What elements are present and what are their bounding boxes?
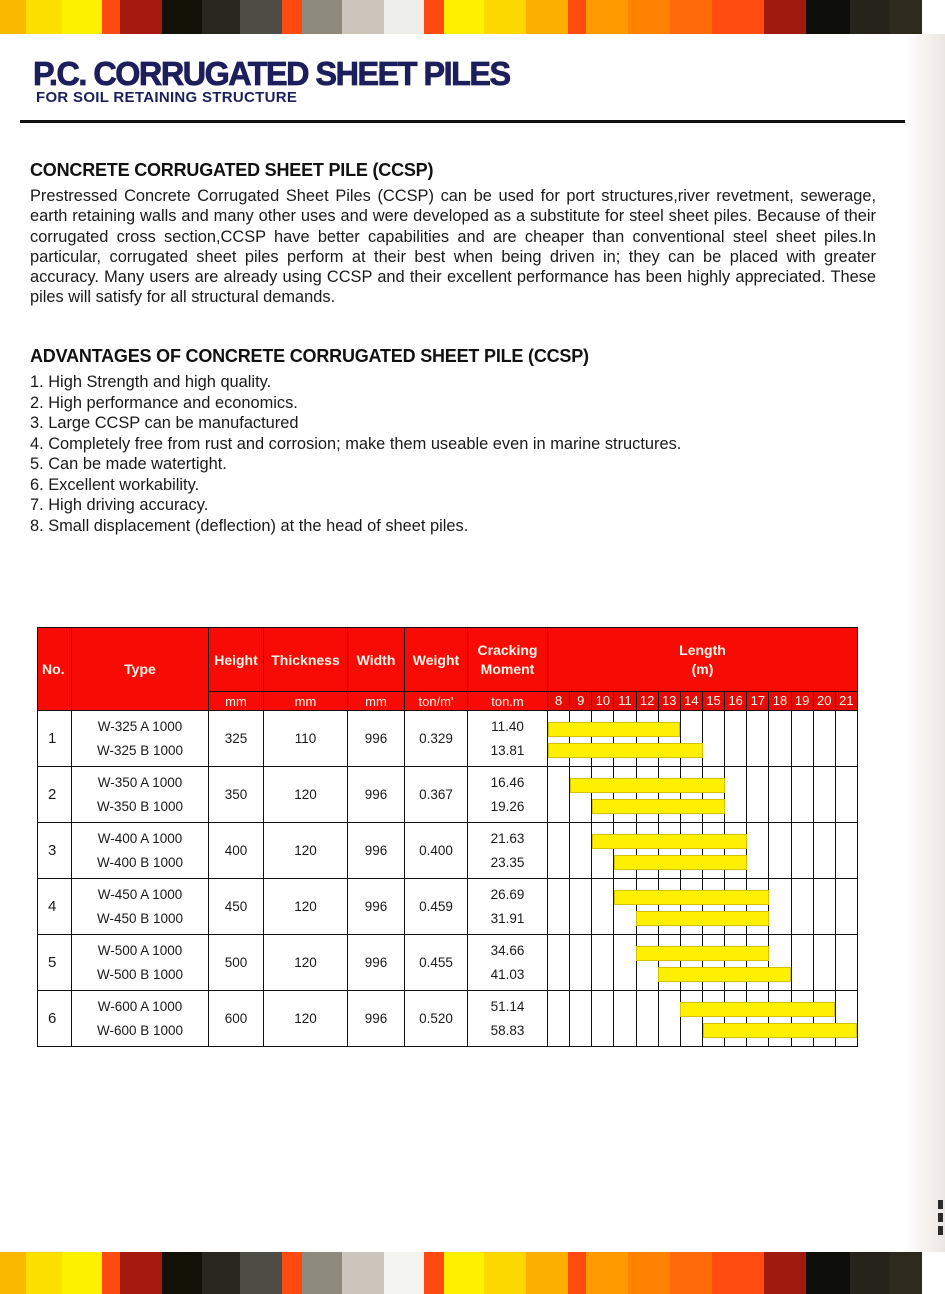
type-b: W-450 B 1000 [96, 911, 184, 926]
stripe-swatch [526, 1252, 568, 1294]
list-item: 1. High Strength and high quality. [30, 373, 272, 391]
col-header-height: Height [209, 628, 264, 692]
length-bar-b [548, 743, 703, 758]
length-bar-b [592, 799, 724, 814]
stripe-swatch [484, 1252, 526, 1294]
length-tick: 19 [792, 692, 814, 710]
page-fold-shadow [905, 34, 945, 1252]
length-bar-b [703, 1023, 858, 1038]
stripe-swatch [424, 1252, 444, 1294]
length-tick: 15 [703, 692, 725, 710]
row-height: 325 [209, 711, 264, 767]
row-type [72, 879, 209, 935]
moment-a: 11.40 [491, 719, 524, 734]
stripe-swatch [586, 0, 628, 34]
stripe-swatch [484, 0, 526, 34]
length-tick: 8 [548, 692, 570, 710]
stripe-swatch [202, 0, 240, 34]
row-width: 996 [348, 935, 405, 991]
length-tick: 21 [839, 693, 854, 708]
length-scale [548, 692, 858, 711]
stripe-swatch [890, 1252, 922, 1294]
moment-label: Moment [480, 661, 535, 677]
row-cracking-moment [468, 711, 548, 767]
length-bar-b [658, 967, 790, 982]
stripe-swatch [0, 0, 26, 34]
type-a: W-500 A 1000 [97, 943, 183, 958]
stripe-swatch [120, 1252, 162, 1294]
stripe-swatch [26, 1252, 62, 1294]
moment-a: 26.69 [490, 887, 525, 902]
row-cracking-moment [468, 767, 548, 823]
type-a: W-400 A 1000 [97, 831, 183, 846]
row-height: 600 [209, 991, 264, 1047]
type-a: W-325 A 1000 [97, 719, 183, 734]
row-width: 996 [348, 991, 405, 1047]
col-header-thickness: Thickness [264, 628, 348, 692]
row-thickness: 110 [264, 711, 348, 767]
col-header-no: No. [38, 628, 72, 711]
stripe-swatch [102, 0, 120, 34]
top-color-stripe [0, 0, 945, 34]
stripe-swatch [764, 0, 806, 34]
list-item: 3. Large CCSP can be manufactured [30, 414, 299, 432]
stripe-swatch [102, 1252, 120, 1294]
row-weight: 0.455 [405, 935, 468, 991]
unit-width: mm [348, 692, 405, 711]
page-edge-mark [938, 1200, 943, 1240]
row-thickness: 120 [264, 991, 348, 1047]
stripe-swatch [162, 0, 202, 34]
length-bar-a [614, 890, 769, 905]
spec-table [37, 627, 858, 1047]
row-type [72, 935, 209, 991]
moment-a: 16.46 [490, 775, 525, 790]
type-b: W-325 B 1000 [96, 743, 184, 758]
stripe-swatch [670, 0, 712, 34]
row-cracking-moment [468, 823, 548, 879]
length-unit-label: (m) [691, 661, 714, 677]
list-item: 2. High performance and economics. [30, 393, 298, 412]
row-type [72, 767, 209, 823]
row-weight: 0.367 [405, 767, 468, 823]
row-weight: 0.329 [405, 711, 468, 767]
stripe-swatch [670, 1252, 712, 1294]
stripe-swatch [890, 0, 922, 34]
type-a: W-600 A 1000 [97, 999, 183, 1014]
row-number: 1 [38, 711, 72, 767]
length-bar-a [680, 1002, 835, 1017]
length-tick: 17 [747, 692, 769, 710]
row-width: 996 [348, 879, 405, 935]
table-header-row [38, 628, 858, 692]
advantages-list [30, 372, 681, 536]
table-row [38, 991, 858, 1047]
table-row [38, 767, 858, 823]
length-tick: 9 [570, 692, 592, 710]
col-header-length [548, 628, 858, 692]
row-type [72, 823, 209, 879]
stripe-swatch [764, 1252, 806, 1294]
moment-b: 41.03 [490, 967, 525, 982]
length-tick: 16 [725, 692, 747, 710]
stripe-swatch [282, 1252, 302, 1294]
section-heading-ccsp: CONCRETE CORRUGATED SHEET PILE (CCSP) [30, 160, 434, 180]
stripe-swatch [424, 0, 444, 34]
col-header-type: Type [72, 628, 209, 711]
type-b: W-500 B 1000 [96, 967, 184, 982]
row-thickness: 120 [264, 767, 348, 823]
row-width: 996 [348, 711, 405, 767]
length-tick: 18 [769, 692, 791, 710]
row-length-range [548, 767, 858, 823]
stripe-swatch [712, 0, 764, 34]
list-item: 6. Excellent workability. [30, 475, 200, 494]
type-b: W-600 B 1000 [96, 1023, 184, 1038]
stripe-swatch [850, 1252, 890, 1294]
stripe-swatch [302, 0, 342, 34]
moment-a: 51.14 [490, 999, 525, 1014]
intro-paragraph: Prestressed Concrete Corrugated Sheet Piles (CCSP) can be used for port structures,river revetment, sewerage, earth retaining walls and many other uses and were developed as a substitute for steel sheet piles. Because of their corrugated cross section,CCSP have better capabilities and are cheaper than conventional steel sheet piles.In particular, corrugated sheet piles perform at their best when being driven in; they can be placed with greater accuracy. Many users are already using CCSP and their excellent performance has been highly appreciated. These piles will satisfy for all structural demands. [30, 187, 876, 307]
row-type [72, 711, 209, 767]
length-tick: 12 [637, 692, 659, 710]
list-item: 8. Small displacement (deflection) at the head of sheet piles. [30, 516, 469, 535]
stripe-swatch [342, 0, 384, 34]
moment-a: 21.63 [490, 831, 525, 846]
stripe-swatch [628, 0, 670, 34]
length-tick: 11 [614, 692, 636, 710]
length-tick: 13 [659, 692, 681, 710]
row-weight: 0.520 [405, 991, 468, 1047]
row-length-range [548, 711, 858, 767]
row-length-range [548, 823, 858, 879]
header-divider [20, 120, 905, 123]
stripe-swatch [568, 1252, 586, 1294]
stripe-swatch [162, 1252, 202, 1294]
unit-thickness: mm [264, 692, 348, 711]
stripe-swatch [240, 0, 282, 34]
unit-weight: ton/m' [405, 692, 468, 711]
stripe-swatch [384, 1252, 424, 1294]
stripe-swatch [282, 0, 302, 34]
stripe-swatch [586, 1252, 628, 1294]
stripe-swatch [62, 0, 102, 34]
stripe-swatch [302, 1252, 342, 1294]
stripe-swatch [806, 0, 850, 34]
length-bar-b [614, 855, 746, 870]
type-b: W-400 B 1000 [96, 855, 184, 870]
moment-b: 19.26 [490, 799, 525, 814]
row-weight: 0.459 [405, 879, 468, 935]
row-type [72, 991, 209, 1047]
row-number: 6 [38, 991, 72, 1047]
moment-b: 13.81 [490, 743, 525, 758]
col-header-cracking-moment [468, 628, 548, 692]
list-item: 4. Completely free from rust and corrosion; make them useable even in marine structures. [30, 434, 682, 453]
row-cracking-moment [468, 879, 548, 935]
length-bar-a [548, 722, 680, 737]
row-number: 4 [38, 879, 72, 935]
list-item: 7. High driving accuracy. [30, 496, 209, 514]
row-number: 2 [38, 767, 72, 823]
stripe-swatch [26, 0, 62, 34]
stripe-swatch [120, 0, 162, 34]
row-width: 996 [348, 767, 405, 823]
moment-b: 31.91 [490, 911, 525, 926]
length-bar-a [636, 946, 768, 961]
row-height: 500 [209, 935, 264, 991]
row-cracking-moment [468, 991, 548, 1047]
stripe-swatch [850, 0, 890, 34]
page-title: P.C. CORRUGATED SHEET PILES [33, 55, 510, 92]
unit-cracking: ton.m [468, 692, 548, 711]
moment-b: 58.83 [490, 1023, 525, 1038]
row-length-range [548, 879, 858, 935]
table-row [38, 823, 858, 879]
length-tick: 20 [814, 692, 836, 710]
list-item: 5. Can be made watertight. [30, 455, 227, 473]
table-row [38, 879, 858, 935]
stripe-swatch [712, 1252, 764, 1294]
stripe-swatch [62, 1252, 102, 1294]
length-bar-b [636, 911, 768, 926]
stripe-swatch [202, 1252, 240, 1294]
length-tick: 10 [592, 692, 614, 710]
length-label: Length [679, 642, 726, 658]
row-number: 5 [38, 935, 72, 991]
unit-height: mm [209, 692, 264, 711]
row-height: 400 [209, 823, 264, 879]
row-thickness: 120 [264, 823, 348, 879]
type-b: W-350 B 1000 [96, 799, 184, 814]
row-width: 996 [348, 823, 405, 879]
row-length-range [548, 935, 858, 991]
length-bar-a [592, 834, 747, 849]
type-a: W-350 A 1000 [97, 775, 183, 790]
stripe-swatch [568, 0, 586, 34]
row-weight: 0.400 [405, 823, 468, 879]
row-thickness: 120 [264, 935, 348, 991]
row-length-range [548, 991, 858, 1047]
row-thickness: 120 [264, 879, 348, 935]
moment-b: 23.35 [490, 855, 525, 870]
stripe-swatch [240, 1252, 282, 1294]
table-row [38, 935, 858, 991]
col-header-weight: Weight [405, 628, 468, 692]
stripe-swatch [806, 1252, 850, 1294]
type-a: W-450 A 1000 [97, 887, 183, 902]
moment-a: 34.66 [490, 943, 525, 958]
section-heading-advantages: ADVANTAGES OF CONCRETE CORRUGATED SHEET PILE (CCSP) [30, 346, 589, 366]
stripe-swatch [0, 1252, 26, 1294]
length-bar-a [570, 778, 725, 793]
bottom-color-stripe [0, 1252, 945, 1294]
cracking-label: Cracking [477, 642, 538, 658]
stripe-swatch [444, 1252, 484, 1294]
row-height: 350 [209, 767, 264, 823]
row-cracking-moment [468, 935, 548, 991]
row-number: 3 [38, 823, 72, 879]
stripe-swatch [628, 1252, 670, 1294]
table-row [38, 711, 858, 767]
stripe-swatch [526, 0, 568, 34]
stripe-swatch [342, 1252, 384, 1294]
length-tick: 14 [681, 692, 703, 710]
stripe-swatch [384, 0, 424, 34]
col-header-width: Width [348, 628, 405, 692]
stripe-swatch [444, 0, 484, 34]
row-height: 450 [209, 879, 264, 935]
page-subtitle: FOR SOIL RETAINING STRUCTURE [36, 89, 298, 106]
